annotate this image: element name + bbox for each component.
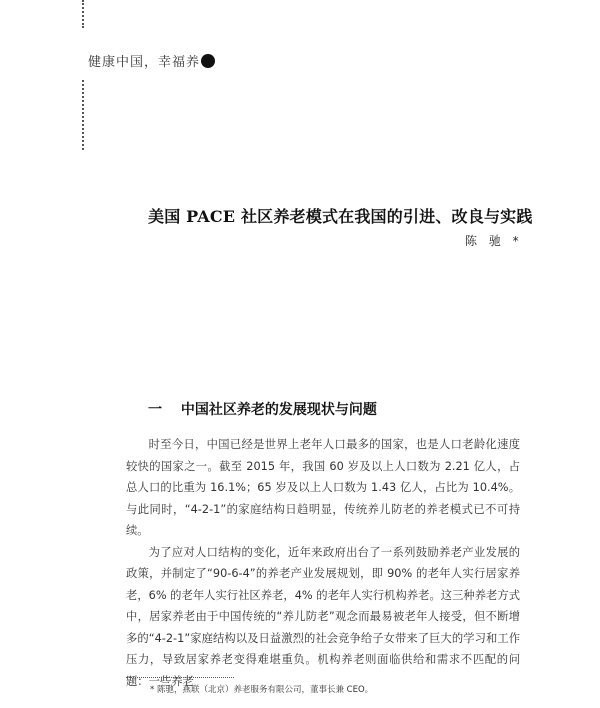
header-bullet-icon	[201, 54, 215, 68]
article-author: 陈 驰 *	[465, 234, 523, 248]
section-number: 一	[148, 402, 162, 418]
body-paragraph-2: 为了应对人口结构的变化，近年来政府出台了一系列鼓励养老产业发展的政策，并制定了“90-6-4”的养老产业发展规划，即 90% 的老年人实行居家养老，6% 的老年人实行社区养老，4% 的老年人实行机构养老。这三种养老方式中，居家养老由于中国传统的“养儿防老”观念而最易被老年人接受，但不断增多的“4-2-1”家庭结构以及日益激烈的社会竞争给子女带来了巨大的学习和工作压力，导致居家养老变得难堪重负。机构养老则面临供给和需求不匹配的问题：一些养老	[126, 545, 520, 688]
body-paragraph-1: 时至今日，中国已经是世界上老年人口最多的国家，也是人口老龄化速度较快的国家之一。截至 2015 年，我国 60 岁及以上人口数为 2.21 亿人，占总人口的比重为 16.1%；65 岁及以上人口数为 1.43 亿人，占比为 10.4%。与此同时，“4-2-1”的家庭结构日趋明显，传统养儿防老的养老模式已不可持续。	[126, 438, 520, 537]
footnote-divider	[126, 677, 234, 678]
header-slogan-text: 健康中国，幸福养	[88, 55, 201, 70]
section-heading	[148, 399, 377, 419]
section-title: 中国社区养老的发展现状与问题	[180, 402, 377, 418]
running-header	[88, 51, 215, 70]
footnote: * 陈驰，燕联（北京）养老服务有限公司，董事长兼 CEO。	[150, 685, 374, 695]
margin-dotted-rule-middle	[82, 80, 84, 150]
margin-dotted-rule-top	[82, 0, 84, 28]
article-title: 美国 PACE 社区养老模式在我国的引进、改良与实践	[148, 207, 533, 226]
section-body	[126, 434, 520, 692]
